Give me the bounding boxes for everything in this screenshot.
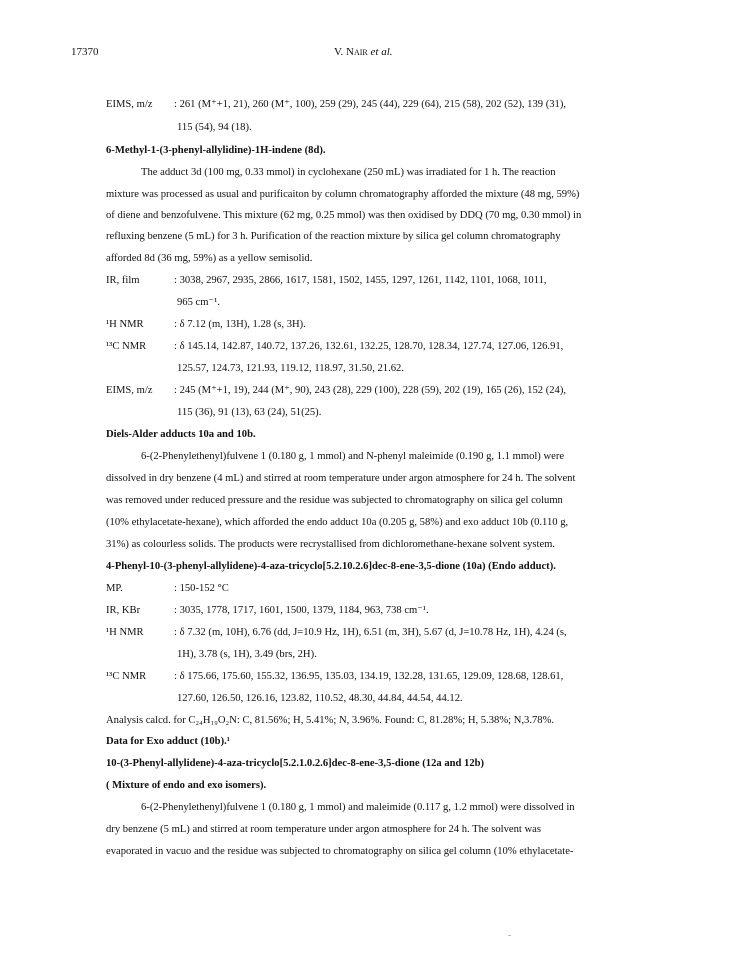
running-head-prefix: V. [334,46,347,58]
procedure-8d-line: of diene and benzofulvene. This mixture (62 mg, 0.25 mmol) was then oxidised by DDQ (70 mg, 0.30 mmol) in [106,210,582,221]
ir-values: : 3038, 2967, 2935, 2866, 1617, 1581, 1502, 1455, 1297, 1261, 1142, 1101, 1068, 1011, [174,275,547,286]
eims-values: : 261 (M⁺+1, 21), 260 (M⁺, 100), 259 (29), 245 (44), 229 (64), 215 (58), 202 (52), 139 (31), [174,99,567,110]
procedure-10-line: (10% ethylacetate-hexane), which afforded the endo adduct 10a (0.205 g, 58%) and exo adduct 10b (0.110 g, [106,517,569,528]
h-nmr-values: : δ 7.32 (m, 10H), 6.76 (dd, J=10.9 Hz, 1H), 6.51 (m, 3H), 5.67 (d, J=10.78 Hz, 1H), 4.24 (s, [174,627,567,638]
elemental-analysis: Analysis calcd. for C₂₄H₁₉O₂N: C, 81.56%; H, 5.41%; N, 3.96%. Found: C, 81.28%; H, 5.38%; N,3.78%. [106,715,555,726]
procedure-10-line: dissolved in dry benzene (4 mL) and stirred at room temperature under argon atmosphere for 24 h. The solvent [106,473,576,484]
eims-values-cont: 115 (36), 91 (13), 63 (24), 51(25). [177,407,322,418]
section-title-10: Diels-Alder adducts 10a and 10b. [106,429,256,440]
eims-values-cont: 115 (54), 94 (18). [177,122,252,133]
ir-label: IR, KBr [106,605,141,616]
running-head [334,46,393,58]
scan-speck [508,935,511,936]
mp-value: : 150-152 °C [174,583,229,594]
h-nmr-label: ¹H NMR [106,627,144,638]
procedure-10-line: 31%) as colourless solids. The products were recrystallised from dichloromethane-hexane solvent system. [106,539,556,550]
exo-adduct-note: Data for Exo adduct (10b).¹ [106,736,230,747]
c-nmr-values: : δ 145.14, 142.87, 140.72, 137.26, 132.61, 132.25, 128.70, 128.34, 127.74, 127.06, 126.91, [174,341,564,352]
mp-label: MP. [106,583,123,594]
eims-label: EIMS, m/z [106,99,153,110]
running-head-name: Nair [346,46,368,58]
ir-values-cont: 965 cm⁻¹. [177,297,220,308]
c-nmr-values: : δ 175.66, 175.60, 155.32, 136.95, 135.03, 134.19, 132.28, 131.65, 129.09, 128.68, 128.61, [174,671,564,682]
compound-subtitle-12: ( Mixture of endo and exo isomers). [106,780,267,791]
c-nmr-values-cont: 127.60, 126.50, 126.16, 123.82, 110.52, 48.30, 44.84, 44.54, 44.12. [177,693,463,704]
c-nmr-values-cont: 125.57, 124.73, 121.93, 119.12, 118.97, 31.50, 21.62. [177,363,404,374]
c-nmr-label: ¹³C NMR [106,671,147,682]
procedure-8d-line: The adduct 3d (100 mg, 0.33 mmol) in cyclohexane (250 mL) was irradiated for 1 h. The reaction [141,167,556,178]
compound-title-12: 10-(3-Phenyl-allylidene)-4-aza-tricyclo[5.2.1.0.2.6]dec-8-ene-3,5-dione (12a and 12b) [106,758,485,769]
compound-title-8d: 6-Methyl-1-(3-phenyl-allylidine)-1H-indene (8d). [106,145,326,156]
h-nmr-values: : δ 7.12 (m, 13H), 1.28 (s, 3H). [174,319,306,330]
procedure-8d-line: afforded 8d (36 mg, 59%) as a yellow semisolid. [106,253,313,264]
h-nmr-label: ¹H NMR [106,319,144,330]
procedure-12-line: evaporated in vacuo and the residue was subjected to chromatography on silica gel column (10% ethylacetate- [106,846,574,857]
procedure-8d-line: mixture was processed as usual and purificaiton by column chromatography afforded the mixture (48 mg, 59%) [106,189,580,200]
ir-values: : 3035, 1778, 1717, 1601, 1500, 1379, 1184, 963, 738 cm⁻¹. [174,605,429,616]
procedure-10-line: was removed under reduced pressure and the residue was subjected to chromatography on silica gel column [106,495,563,506]
running-head-suffix: et al. [367,46,393,58]
procedure-8d-line: refluxing benzene (5 mL) for 3 h. Purification of the reaction mixture by silica gel column chromatography [106,231,561,242]
h-nmr-values-cont: 1H), 3.78 (s, 1H), 3.49 (brs, 2H). [177,649,317,660]
ir-label: IR, film [106,275,140,286]
procedure-10-line: 6-(2-Phenylethenyl)fulvene 1 (0.180 g, 1 mmol) and N-phenyl maleimide (0.190 g, 1.1 mmol) were [141,451,565,462]
compound-title-10a: 4-Phenyl-10-(3-phenyl-allylidene)-4-aza-tricyclo[5.2.10.2.6]dec-8-ene-3,5-dione (10a) (Endo adduct). [106,561,556,572]
page-number: 17370 [71,46,99,58]
eims-label: EIMS, m/z [106,385,153,396]
procedure-12-line: dry benzene (5 mL) and stirred at room temperature under argon atmosphere for 24 h. The solvent was [106,824,541,835]
eims-values: : 245 (M⁺+1, 19), 244 (M⁺, 90), 243 (28), 229 (100), 228 (59), 202 (19), 165 (26), 152 (24), [174,385,567,396]
procedure-12-line: 6-(2-Phenylethenyl)fulvene 1 (0.180 g, 1 mmol) and maleimide (0.117 g, 1.2 mmol) were dissolved in [141,802,575,813]
c-nmr-label: ¹³C NMR [106,341,147,352]
